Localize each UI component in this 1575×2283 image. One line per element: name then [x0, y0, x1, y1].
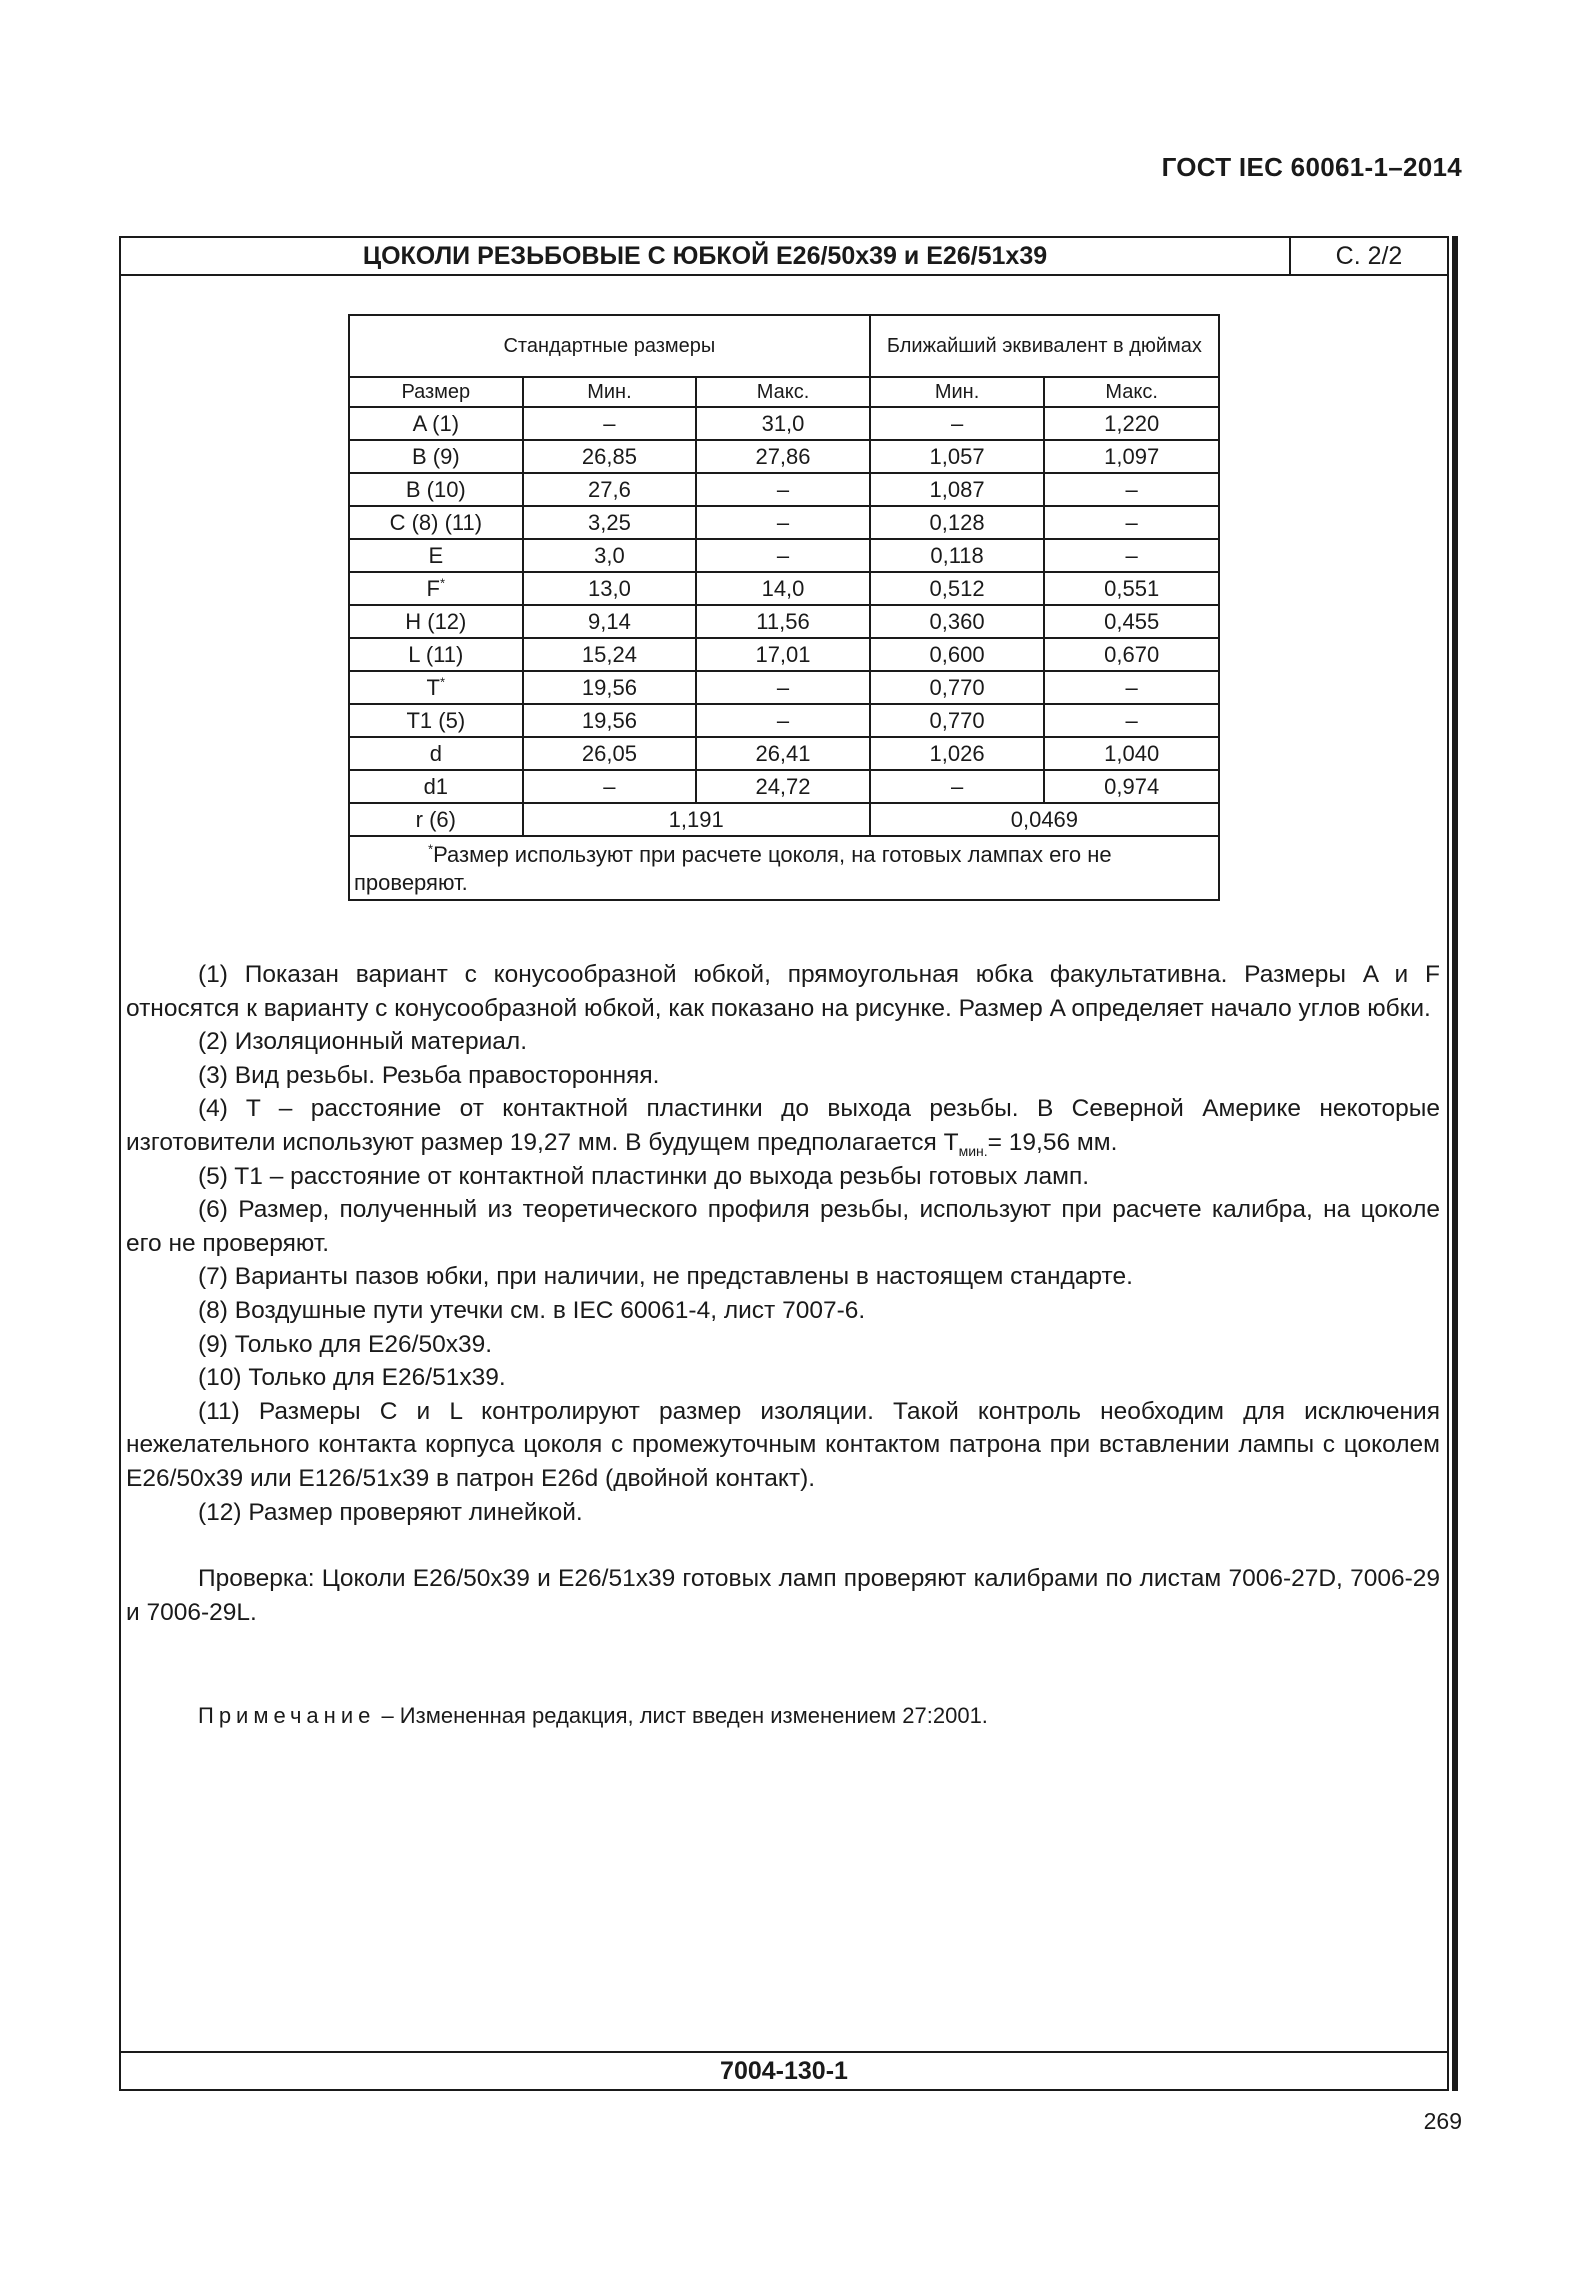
sheet-footer-row [121, 2051, 1447, 2089]
note-1: (1) Показан вариант с конусообразной юбкой, прямоугольная юбка факультативна. Размеры A и F относятся к варианту с конусообразной юбкой, как показано на рисунке. Размер A определяет начало углов юбки. [126, 961, 1440, 1022]
size-label: F [426, 575, 440, 601]
cell-min-inches: 0,512 [870, 572, 1045, 605]
remark-text: – Измененная редакция, лист введен изменением 27:2001. [375, 1703, 988, 1728]
cell-mm-merged: 1,191 [523, 803, 870, 836]
sheet-title: ЦОКОЛИ РЕЗЬБОВЫЕ С ЮБКОЙ E26/50x39 и E26/51x39 [362, 242, 1048, 270]
footnote-star: * [428, 841, 434, 857]
page-number: 269 [1423, 2108, 1462, 2134]
note-10: (10) Только для E26/51x39. [198, 1364, 506, 1392]
note-11: (11) Размеры C и L контролируют размер изоляции. Такой контроль необходим для исключения нежелательного контакта корпуса цоколя с промежуточным контактом патрона при вставлении лампы с цоколем E26/50x39 или E126/51x39 в патрон E26d (двойной контакт). [126, 1397, 1440, 1492]
group-header-inches: Ближайший эквивалент в дюймах [870, 315, 1219, 377]
cell-max-inches: 0,974 [1044, 770, 1219, 803]
cell-min: 19,56 [523, 704, 697, 737]
note-4 [126, 1092, 1440, 1159]
cell-size: d1 [349, 770, 523, 803]
table-row [349, 572, 1219, 605]
cell-max-inches: – [1044, 539, 1219, 572]
cell-min-inches: 0,128 [870, 506, 1045, 539]
table-row [349, 671, 1219, 704]
cell-min: 15,24 [523, 638, 697, 671]
group-header-standard: Стандартные размеры [349, 315, 870, 377]
table-row [349, 473, 1219, 506]
cell-max: – [696, 539, 870, 572]
cell-size: r (6) [349, 803, 523, 836]
size-label: T [426, 674, 440, 700]
cell-min: 27,6 [523, 473, 697, 506]
cell-min: – [523, 407, 697, 440]
column-header-max-inches: Макс. [1044, 377, 1219, 407]
cell-max-inches: 0,551 [1044, 572, 1219, 605]
cell-size: L (11) [349, 638, 523, 671]
note-4-start: (4) T – расстояние от контактной пластинки до выхода резьбы. В Северной Америке некоторые изготовители используют размер 19,27 мм. В будущем предполагается T [126, 1095, 1440, 1156]
sheet-title-row [121, 238, 1447, 276]
remark [198, 1703, 988, 1729]
cell-max-inches: 1,220 [1044, 407, 1219, 440]
cell-max: 24,72 [696, 770, 870, 803]
table-footnote [349, 836, 1219, 900]
footnote-star: * [440, 674, 446, 690]
cell-min-inches: 0,770 [870, 704, 1045, 737]
column-header-size: Размер [349, 377, 523, 407]
cell-size: E [349, 539, 523, 572]
cell-min: 19,56 [523, 671, 697, 704]
cell-min-inches: – [870, 407, 1045, 440]
cell-min: 26,05 [523, 737, 697, 770]
cell-min-inches: 0,770 [870, 671, 1045, 704]
cell-min-inches: 0,360 [870, 605, 1045, 638]
cell-min: 3,0 [523, 539, 697, 572]
table-row [349, 407, 1219, 440]
cell-max: – [696, 671, 870, 704]
note-6: (6) Размер, полученный из теоретического профиля резьбы, используют при расчете калибра, на цоколе его не проверяют. [126, 1196, 1440, 1257]
cell-min-inches: 0,600 [870, 638, 1045, 671]
table-row [349, 605, 1219, 638]
table-row [349, 440, 1219, 473]
cell-max-inches: – [1044, 671, 1219, 704]
cell-min: 13,0 [523, 572, 697, 605]
table-row [349, 704, 1219, 737]
document-code-header: ГОСТ IEC 60061-1–2014 [1161, 152, 1462, 182]
table-row-r [349, 803, 1219, 836]
footnote-text: Размер используют при расчете цоколя, на готовых лампах его не проверяют. [354, 842, 1112, 895]
cell-min-inches: – [870, 770, 1045, 803]
cell-size: C (8) (11) [349, 506, 523, 539]
cell-max: 26,41 [696, 737, 870, 770]
remark-label: Примечание [198, 1703, 376, 1728]
cell-min: 9,14 [523, 605, 697, 638]
note-9: (9) Только для E26/50x39. [198, 1330, 492, 1358]
sheet-footer-code: 7004-130-1 [720, 2057, 848, 2085]
cell-max: 11,56 [696, 605, 870, 638]
cell-max-inches: – [1044, 704, 1219, 737]
cell-inches-merged: 0,0469 [870, 803, 1219, 836]
cell-max-inches: 1,097 [1044, 440, 1219, 473]
cell-max-inches: 0,670 [1044, 638, 1219, 671]
check-paragraph: Проверка: Цоколи E26/50x39 и E26/51x39 готовых ламп проверяют калибрами по листам 7006-27D, 7006-29 и 7006-29L. [126, 1565, 1440, 1626]
cell-max-inches: 1,040 [1044, 737, 1219, 770]
note-12: (12) Размер проверяют линейкой. [198, 1498, 583, 1526]
cell-size: A (1) [349, 407, 523, 440]
cell-min: 26,85 [523, 440, 697, 473]
table-row [349, 506, 1219, 539]
cell-max: – [696, 506, 870, 539]
cell-size [349, 671, 523, 704]
cell-min-inches: 1,057 [870, 440, 1045, 473]
cell-min: – [523, 770, 697, 803]
cell-size: T1 (5) [349, 704, 523, 737]
cell-size [349, 572, 523, 605]
cell-max: – [696, 473, 870, 506]
cell-max-inches: – [1044, 473, 1219, 506]
footnote-star: * [440, 575, 446, 591]
cell-size: H (12) [349, 605, 523, 638]
cell-size: B (10) [349, 473, 523, 506]
note-8: (8) Воздушные пути утечки см. в IEC 60061-4, лист 7007-6. [198, 1296, 866, 1324]
table-row [349, 737, 1219, 770]
column-header-min-inches: Мин. [870, 377, 1045, 407]
cell-max: 17,01 [696, 638, 870, 671]
cell-min-inches: 0,118 [870, 539, 1045, 572]
note-4-end: = 19,56 мм. [987, 1128, 1118, 1156]
frame-thick-edge [1452, 236, 1458, 2091]
cell-max: 27,86 [696, 440, 870, 473]
dimensions-table [348, 314, 1220, 901]
column-header-min: Мин. [523, 377, 697, 407]
table-column-header-row [349, 377, 1219, 407]
cell-size: d [349, 737, 523, 770]
cell-max: 14,0 [696, 572, 870, 605]
table-row [349, 770, 1219, 803]
table-row [349, 539, 1219, 572]
note-4-subscript: мин. [958, 1142, 988, 1159]
notes-section [126, 958, 1440, 1629]
cell-max: 31,0 [696, 407, 870, 440]
table-row [349, 638, 1219, 671]
sheet-page-label: С. 2/2 [1335, 242, 1403, 270]
cell-min-inches: 1,087 [870, 473, 1045, 506]
note-7: (7) Варианты пазов юбки, при наличии, не представлены в настоящем стандарте. [198, 1263, 1133, 1291]
note-5: (5) T1 – расстояние от контактной пластинки до выхода резьбы готовых ламп. [198, 1162, 1090, 1190]
note-2: (2) Изоляционный материал. [198, 1028, 528, 1056]
table-footnote-row [349, 836, 1219, 900]
cell-size: B (9) [349, 440, 523, 473]
column-header-max: Макс. [696, 377, 870, 407]
cell-min-inches: 1,026 [870, 737, 1045, 770]
cell-max-inches: – [1044, 506, 1219, 539]
cell-max-inches: 0,455 [1044, 605, 1219, 638]
cell-min: 3,25 [523, 506, 697, 539]
table-group-header-row [349, 315, 1219, 377]
note-3: (3) Вид резьбы. Резьба правосторонняя. [198, 1061, 660, 1089]
cell-max: – [696, 704, 870, 737]
